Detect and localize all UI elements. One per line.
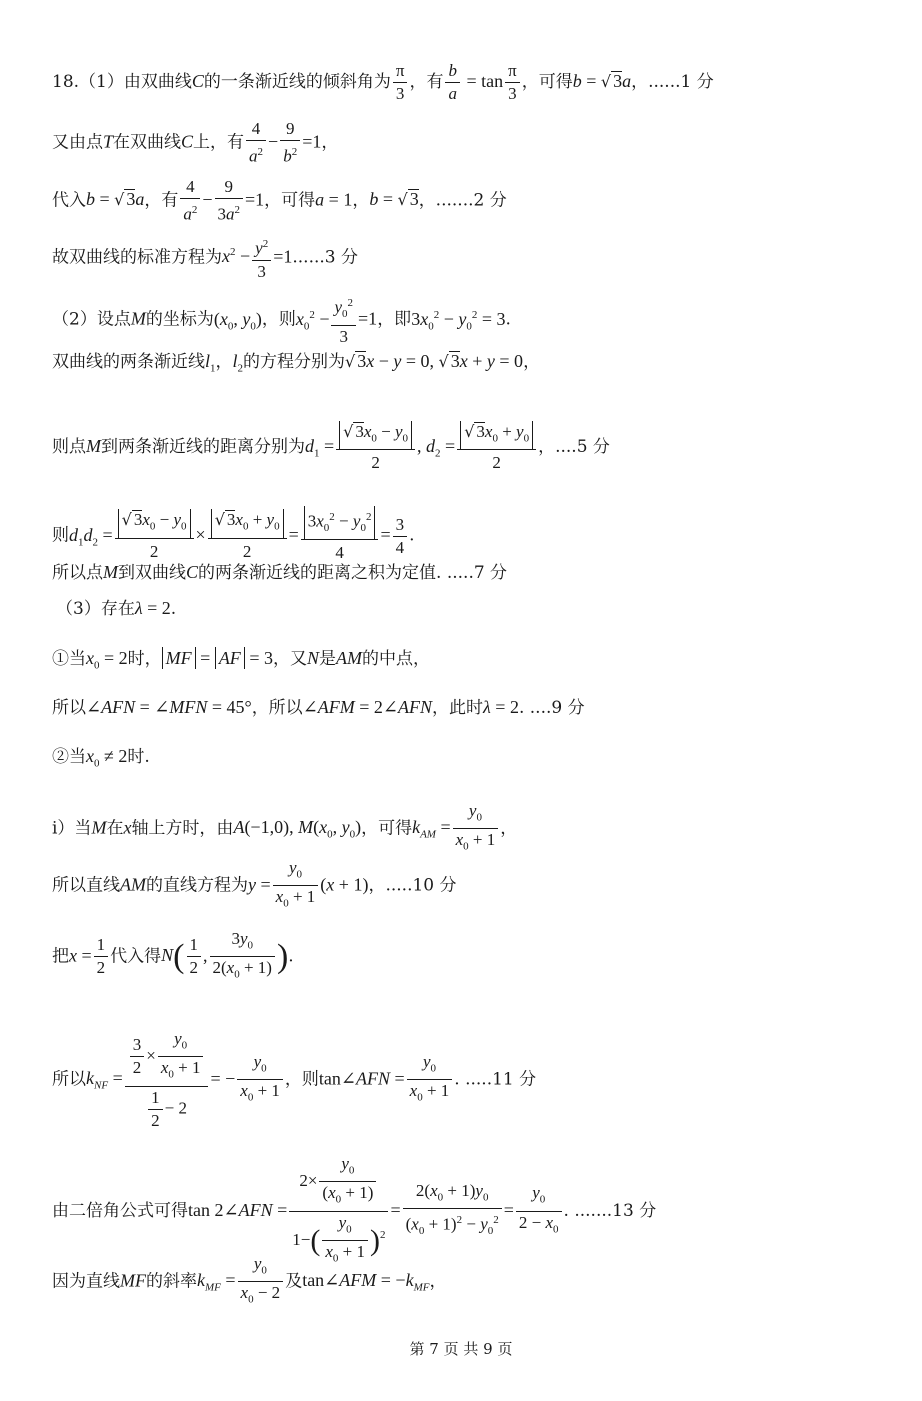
line-1: 18.（1）由双曲线C的一条渐近线的倾斜角为 $\frac{\pi}{3}$ ，有 $\frac{b}{a}$ = tan $\frac{\pi}{3}$ ，可得b = √ 3a，......1 分	[52, 61, 714, 103]
line-15: 所以直线AM的直线方程为y = $\frac{y_0}{x_0 + 1}$ (x + 1)，.....10 分	[52, 858, 457, 910]
line-11: ①当$x_0 = 2$时， MF = AF = 3，又N是AM的中点，	[52, 648, 430, 672]
line-10: （3）存在λ = 2.	[56, 598, 177, 619]
line-6: 双曲线的两条渐近线$l_1$，$l_2$的方程分别为√ 3x − y = 0, √ 3x + y = 0，	[52, 351, 541, 375]
line-14: i）当M在x轴上方时，由A(−1,0), $M(x_0$, $y_0$)，可得$k_{AM}$ = $\frac{y_0}{x_0 + 1}$ ，	[52, 801, 518, 853]
line-2: 又由点T在双曲线C上，有 $\frac{4}{a^2}$ − $\frac{9}{b^2}$ =1，	[52, 119, 339, 166]
line-13: ②当$x_0 \ne 2$时.	[52, 746, 150, 770]
line-7: 则点M到两条渐近线的距离分别为$d_1$ = $\frac{√ 3x_0 - y_0}{2}$ , $d_2$ = $\frac{√ 3x_0 + y_0}{2}$ ，....5 分	[52, 419, 610, 476]
line-18: 由二倍角公式可得tan 2∠AFN = 2× $\frac{y_0}{(x_0 + 1)}$ 1−( $\frac{y_0}{x_0 + 1}$ )$^2$ = $\frac{2(x_0 + 1)y_0}{(x_0 + 1)^2 - y_0^2}$ = $\frac{y_0}{2 - x_0}$ . .......13 分	[52, 1154, 657, 1265]
line-16: 把x = $\frac{1}{2}$ 代入得N( $\frac{1}{2}$ , $\frac{3y_0}{2(x_0 + 1)}$ ).	[52, 929, 294, 981]
line-9: 所以点M到双曲线C的两条渐近线的距离之积为定值. .....7 分	[52, 562, 508, 583]
line-5: （2）设点M的坐标为($x_0$, $y_0$)，则$x_0^2$ − $\frac{y_0^2}{3}$ =1，即$3x_0^2 - y_0^2 = 3$.	[52, 292, 511, 348]
line-3: 代入b = √ 3a，有 $\frac{4}{a^2}$ − $\frac{9}{3a^2}$ =1，可得a = 1，b = √ 3，.......2 分	[52, 177, 507, 224]
line-8: 则$d_1d_2$ = $\frac{√ 3x_0 - y_0}{2}$ × $\frac{√ 3x_0 + y_0}{2}$ = $\frac{3x_0^2 - y_0^2}{4}$ = $\frac{3}{4}$ .	[52, 506, 415, 566]
line-17: 所以$k_{NF}$ = $\frac{3}{2}$ × $\frac{y_0}{x_0 + 1}$ $\frac{1}{2}$ − 2 = − $\frac{y_0}{x_0 + 1}$ ，则tan∠AFN = $\frac{y_0}{x_0 + 1}$ . .....11 分	[52, 1029, 537, 1130]
line-12: 所以∠AFN = ∠MFN = 45°，所以∠AFM = 2∠AFN，此时λ = 2. ....9 分	[52, 697, 585, 718]
line-19: 因为直线MF的斜率$k_{MF}$ = $\frac{y_0}{x_0 - 2}$ 及tan∠AFM = $-k_{MF}$，	[52, 1254, 447, 1306]
line-4: 故双曲线的标准方程为$x^2$ − $\frac{y^2}{3}$ =1......3 分	[52, 233, 358, 283]
page-footer: 第 7 页 共 9 页	[409, 1340, 513, 1358]
